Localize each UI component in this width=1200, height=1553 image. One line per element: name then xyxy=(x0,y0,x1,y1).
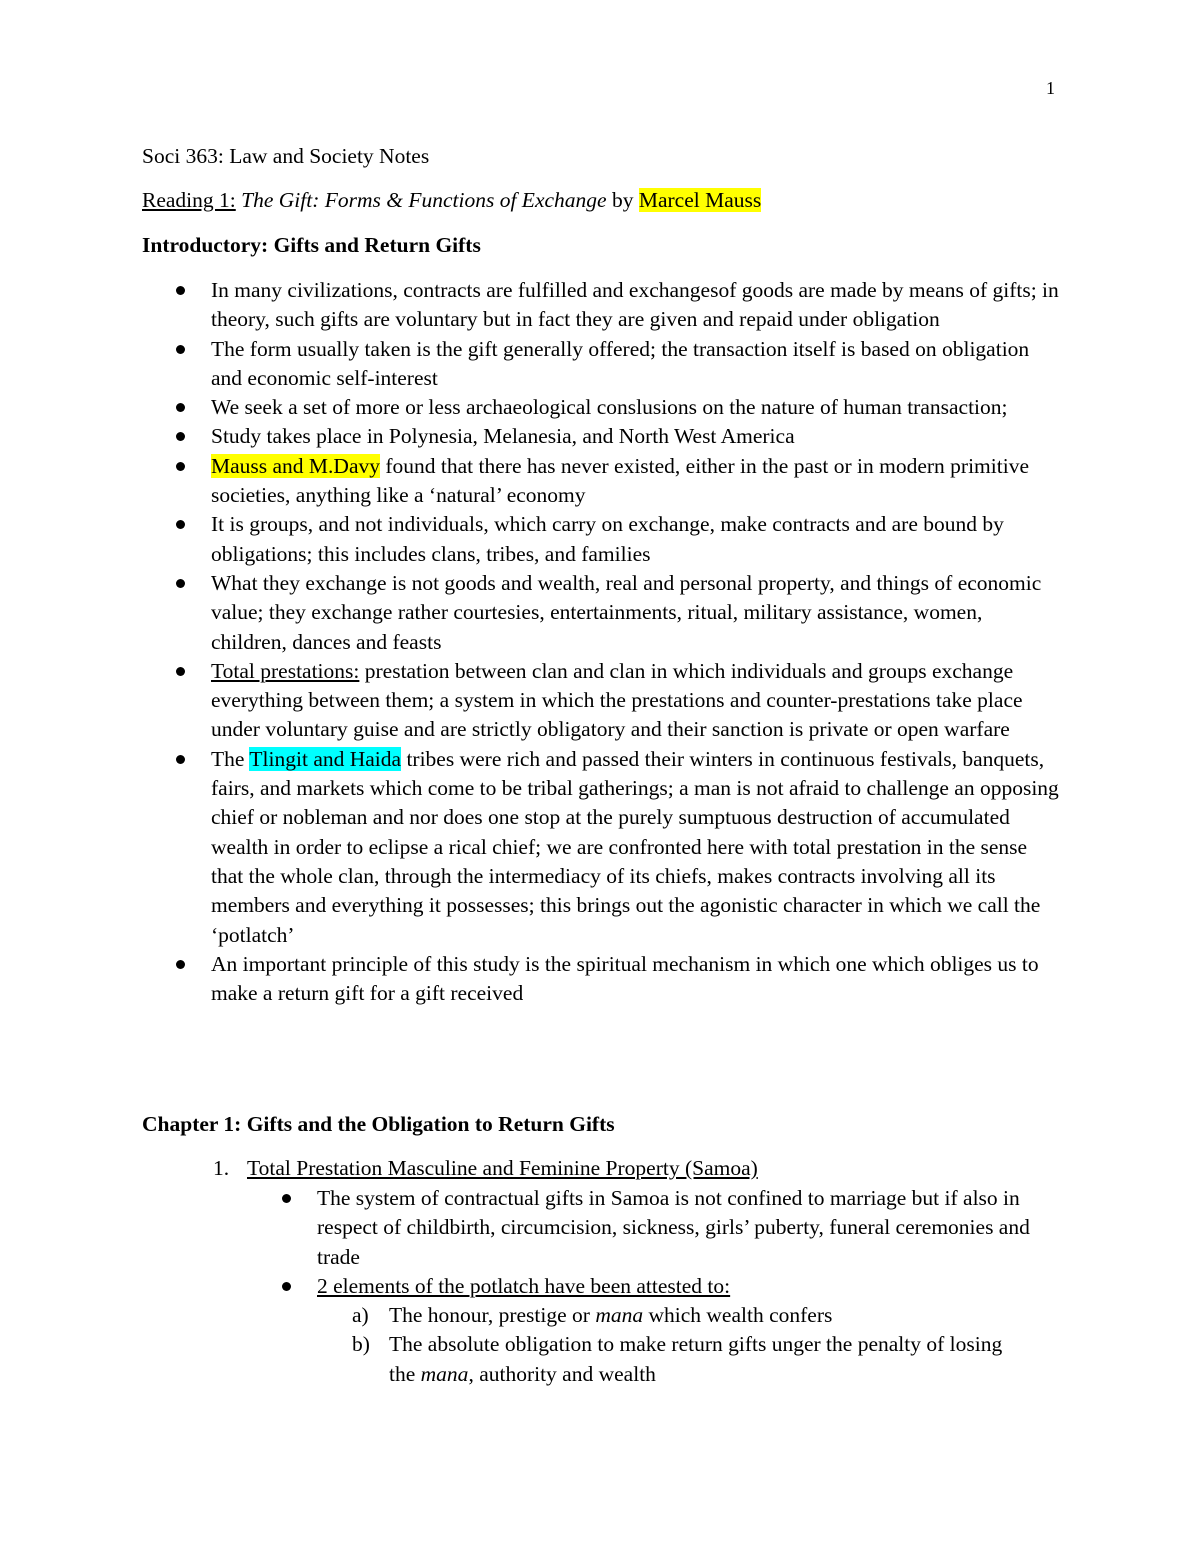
bullet-text: tribes were rich and passed their winters in continuous festivals, banquets, fairs, and markets which come to be tribal gatherings; a man is not afraid to challenge an opposing chief or nobleman and nor does one stop at the purely sumptuous destruction of accumulated wealth in order to eclipse a rical chief; we are confronted here with total prestation in the sense that the whole clan, through the intermediacy of its chiefs, makes contracts involving all its members and everything it possesses; this brings out the agonistic character in which we call the ‘potlatch’ xyxy=(211,746,1059,947)
bullet-pre-text: The xyxy=(211,746,250,771)
bullet-text: The system of contractual gifts in Samoa is not confined to marriage but if also in respect of childbirth, circumcision, sickness, girls’ puberty, funeral ceremonies and trade xyxy=(317,1186,1030,1269)
highlighted-names: Mauss and M.Davy xyxy=(211,453,380,478)
list-item xyxy=(142,335,1062,394)
intro-bullet-list xyxy=(142,276,1062,1008)
list-item xyxy=(142,950,1062,1009)
list-item xyxy=(142,569,1062,657)
reading-label: Reading 1: xyxy=(142,188,236,212)
item-text: , authority and wealth xyxy=(468,1361,656,1386)
bullet-text: An important principle of this study is the spiritual mechanism in which one which obliges us to make a return gift for a gift received xyxy=(211,951,1039,1006)
item-number: 1. xyxy=(213,1156,230,1180)
document-title: Soci 363: Law and Society Notes xyxy=(142,144,430,168)
reading-line xyxy=(142,186,761,215)
numbered-item xyxy=(213,1154,758,1183)
chapter1-heading: Chapter 1: Gifts and the Obligation to Return Gifts xyxy=(142,1112,615,1136)
item-letter: b) xyxy=(352,1332,370,1357)
book-title: The Gift: Forms & Functions of Exchange xyxy=(241,188,607,212)
bullet-text: prestation between clan and clan in which individuals and groups exchange everything between them; a system in which the prestations and counter-prestations take place under voluntary guise and are strictly obligatory and their sanction is private or open warfare xyxy=(211,658,1023,742)
lettered-list xyxy=(352,1301,1032,1389)
by-word: by xyxy=(611,188,634,212)
bullet-text: found that there has never existed, either in the past or in modern primitive societies, anything like a ‘natural’ economy xyxy=(211,453,1029,508)
list-item xyxy=(247,1184,1047,1272)
bullet-text: We seek a set of more or less archaeological conslusions on the nature of human transaction; xyxy=(211,395,1008,420)
page-number: 1 xyxy=(1046,78,1055,98)
list-item xyxy=(142,657,1062,745)
list-item xyxy=(142,452,1062,511)
term-label: Total prestations: xyxy=(211,658,360,683)
list-item xyxy=(352,1330,1032,1389)
list-item xyxy=(247,1272,1047,1301)
item-text: The honour, prestige or xyxy=(389,1303,596,1327)
bullet-text: It is groups, and not individuals, which carry on exchange, make contracts and are bound by obligations; this includes clans, tribes, and families xyxy=(211,512,1004,566)
chapter1-bullet-list xyxy=(247,1184,1047,1301)
bullet-text: The form usually taken is the gift generally offered; the transaction itself is based on obligation and economic self-interest xyxy=(211,336,1030,390)
list-item xyxy=(142,276,1062,335)
list-item xyxy=(142,422,1062,451)
list-item xyxy=(142,510,1062,569)
item-emphasis: mana xyxy=(420,1361,469,1386)
bullet-text: In many civilizations, contracts are fulfilled and exchangesof goods are made by means of gifts; in theory, such gifts are voluntary but in fact they are given and repaid under obligation xyxy=(211,278,1059,332)
item-letter: a) xyxy=(352,1303,369,1327)
list-item xyxy=(142,745,1062,950)
list-item xyxy=(142,393,1062,422)
intro-heading: Introductory: Gifts and Return Gifts xyxy=(142,233,481,257)
item-title: Total Prestation Masculine and Feminine Property (Samoa) xyxy=(247,1156,758,1180)
bullet-text: Study takes place in Polynesia, Melanesia, and North West America xyxy=(211,424,795,449)
list-item xyxy=(352,1301,1032,1330)
item-text: The absolute obligation to make return gifts unger the penalty of losing the xyxy=(389,1332,1003,1386)
bullet-text: What they exchange is not goods and wealth, real and personal property, and things of economic value; they exchange rather courtesies, entertainments, ritual, military assistance, women, children, dances and feasts xyxy=(211,570,1042,654)
item-text: which wealth confers xyxy=(643,1303,833,1327)
bullet-text: 2 elements of the potlatch have been attested to: xyxy=(317,1273,731,1298)
item-emphasis: mana xyxy=(595,1303,644,1327)
highlighted-tribes: Tlingit and Haida xyxy=(249,746,402,771)
author-name: Marcel Mauss xyxy=(638,188,762,212)
